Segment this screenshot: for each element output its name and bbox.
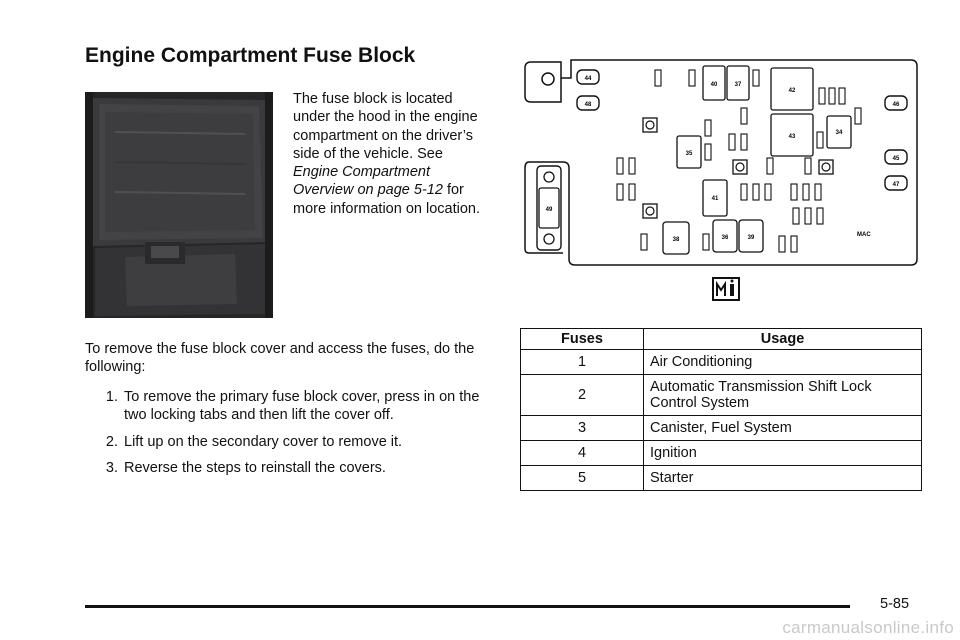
relay-label-40: 40 [710,82,718,88]
cross-reference-link[interactable]: Engine Compartment Overview on page 5-12 [293,164,443,199]
table-row [521,441,922,466]
table-row [521,375,922,416]
relay-label-36: 36 [721,235,729,241]
fuse-number: 2 [521,375,644,416]
column-header-usage: Usage [644,329,922,350]
step-number: 2. [105,433,118,450]
step-number: 3. [105,459,118,476]
mac-label: MAC [857,232,871,238]
step-item [85,459,485,477]
relay-label-41: 41 [711,196,719,202]
maintenance-info-icon [713,278,739,300]
fuse-label-47: 47 [892,182,900,188]
relay-label-37: 37 [734,82,742,88]
table-row [521,350,922,375]
fuse-block-photo [85,92,273,318]
watermark: carmanualsonline.info [782,618,954,637]
section-title: Engine Compartment Fuse Block [85,44,416,67]
step-text: To remove the primary fuse block cover, press in on the two locking tabs and then lift the cover off. [124,389,480,424]
column-header-fuses: Fuses [521,329,644,350]
step-item [85,433,485,451]
intro-paragraph [293,90,483,218]
fuse-label-46: 46 [892,102,900,108]
steps-list [85,388,485,485]
fuse-number: 1 [521,350,644,375]
relay-label-34: 34 [835,130,843,136]
fuse-label-48: 48 [584,102,592,108]
fuse-label-44: 44 [584,76,592,82]
relay-label-39: 39 [747,235,755,241]
fuse-number: 3 [521,416,644,441]
fuse-usage: Ignition [644,441,922,466]
fuse-label-45: 45 [892,156,900,162]
fuse-number: 5 [521,466,644,491]
relay-label-42: 42 [788,88,796,94]
relay-label-35: 35 [685,151,693,157]
fuse-label-49: 49 [545,207,553,213]
fuse-block-diagram [523,56,919,311]
fuse-usage: Air Conditioning [644,350,922,375]
footer-rule [85,605,850,608]
remove-instructions: To remove the fuse block cover and access the fuses, do the following: [85,341,475,376]
fuse-usage: Canister, Fuel System [644,416,922,441]
fuse-number: 4 [521,441,644,466]
fuse-usage: Starter [644,466,922,491]
step-text: Reverse the steps to reinstall the covers. [124,459,386,476]
step-item [85,388,485,425]
relay-label-38: 38 [672,237,680,243]
table-header-row [521,329,922,350]
table-row [521,416,922,441]
table-row [521,466,922,491]
mounting-hole [542,73,554,85]
intro-text-end: for more information on location. [293,182,480,217]
fuse-usage-table [520,328,922,491]
step-number: 1. [105,389,118,405]
fuse-usage: Automatic Transmission Shift Lock Control System [644,375,922,416]
relay-label-43: 43 [788,134,796,140]
page-number: 5-85 [880,596,910,612]
intro-text: The fuse block is located under the hood in the engine compartment on the driver’s side of the vehicle. See [293,91,478,162]
step-text: Lift up on the secondary cover to remove it. [124,433,403,450]
